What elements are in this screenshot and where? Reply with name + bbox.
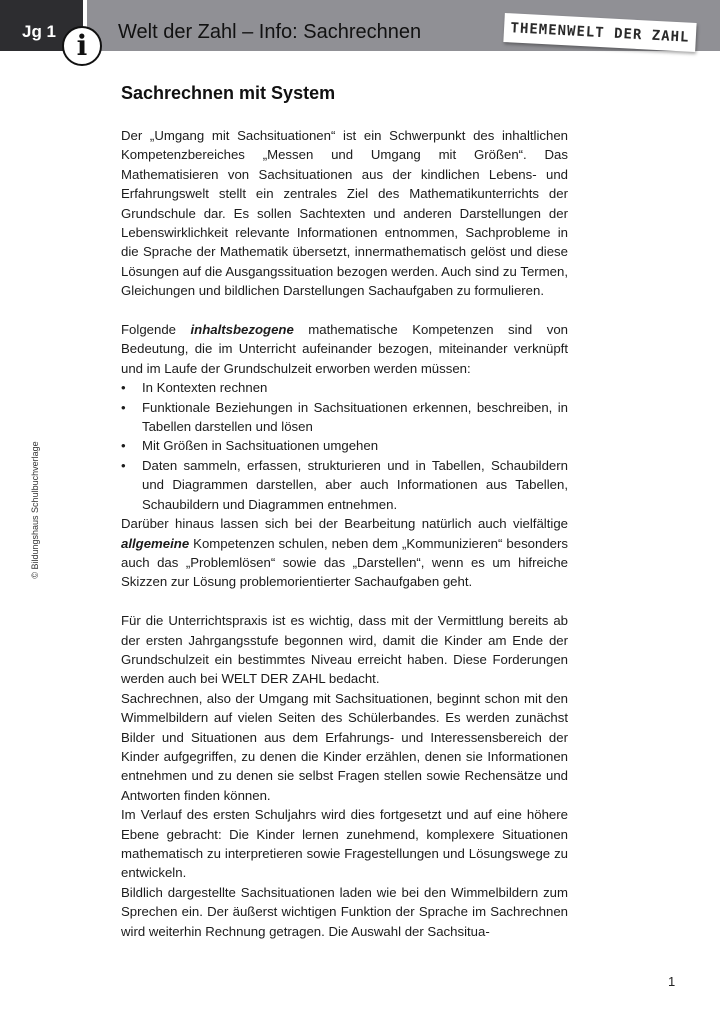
themenwelt-badge: [503, 13, 696, 52]
paragraph-wimmelbilder: Sachrechnen, also der Umgang mit Sachsituationen, beginnt schon mit den Wimmelbildern auf vielen Seiten des Schülerbandes. Es werden zunächst Bilder und Situationen aus dem Erfahrungs- und Interessensbereich der Kinder aufgegriffen, zu denen die Kinder erzählen, denen sie Informationen entnehmen und zu denen sie selbst Fragen stellen sowie Rechensätze und Antworten finden können.: [121, 690, 568, 803]
paragraph-practice: Für die Unterrichtspraxis ist es wichtig, dass mit der Vermittlung bereits ab der ersten Jahrgangsstufe begonnen wird, damit die Kinder am Ende der Grundschulzeit ein bestimmtes Niveau erreicht haben. Diese Forderungen werden auch bei WELT DER ZAHL bedacht.: [121, 613, 568, 687]
list-item: • Mit Größen in Sachsituationen umgehen: [121, 436, 568, 455]
paragraph-intro: Der „Umgang mit Sachsituationen“ ist ein Schwerpunkt des inhaltlichen Kompetenzbereiches „Messen und Umgang mit Größen“. Das Mathematisieren von Sachsituationen aus der kindlichen Lebens- und Erfahrungswelt stellt ein zentrales Ziel des Mathematikunterrichts der Grundschule dar. Es sollen Sachtexten und anderen Darstellungen der Lebenswirklichkeit relevante Informationen entnommen, Sachprobleme in die Sprache der Mathematik übersetzt, innermathematisch gelöst und diese Lösungen auf die Ausgangssituation bezogen werden. Auch sind zu Termen, Gleichungen und bildlichen Darstellungen Sachaufgaben zu formulieren.: [121, 128, 568, 299]
info-icon: i: [62, 26, 102, 66]
header-title: Welt der Zahl – Info: Sachrechnen: [118, 21, 422, 43]
paragraph-content-competencies: Folgende inhaltsbezogene mathematische Kompetenzen sind von Bedeutung, die im Unterricht aufeinander bezogen, miteinander verknüpft und im Laufe der Grundschulzeit erworben werden müssen:: [121, 322, 568, 376]
list-item: • Funktionale Beziehungen in Sachsituationen erkennen, beschreiben, in Tabellen darstellen und lösen: [121, 398, 568, 437]
page-number: 1: [668, 974, 676, 989]
page-title: Sachrechnen mit System: [121, 83, 336, 103]
copyright-notice: © Bildungshaus Schulbuchverlage: [30, 441, 40, 579]
list-item: • Daten sammeln, erfassen, strukturieren und in Tabellen, Schaubildern und Diagrammen darstellen, aber auch Informationen aus Tabellen, Schaubildern und Diagrammen entnehmen.: [121, 456, 568, 514]
badge-label: THEMENWELT DER ZAHL: [510, 19, 690, 46]
competency-list: [121, 378, 568, 514]
emphasis-inhaltsbezogene: inhaltsbezogene: [190, 322, 294, 338]
emphasis-allgemeine: allgemeine: [121, 535, 190, 551]
header-bar: [0, 0, 720, 51]
grade-label: Jg 1: [22, 22, 57, 41]
paragraph-first-year: Im Verlauf des ersten Schuljahrs wird dies fortgesetzt und auf eine höhere Ebene gebracht: Die Kinder lernen zunehmend, komplexere Situationen mathematisch zu interpretieren sowie Fragestellungen und Lösungswege zu entwickeln.: [121, 807, 568, 881]
body-text: [121, 126, 568, 941]
paragraph-general-competencies: Darüber hinaus lassen sich bei der Bearbeitung natürlich auch vielfältige allgemeine Kompetenzen schulen, neben dem „Kommunizieren“ besonders auch das „Problemlösen“ sowie das „Darstellen“, wenn es um hifreiche Skizzen zur Lösung problemorientierter Sachaufgaben geht.: [121, 516, 568, 590]
paragraph-pictorial: Bildlich dargestellte Sachsituationen laden wie bei den Wimmelbildern zum Sprechen ein. Der äußerst wichtigen Funktion der Sprache im Sachrechnen wird weiterhin Rechnung getragen. Die Auswahl der Sachsitua-: [121, 884, 568, 939]
list-item: • In Kontexten rechnen: [121, 378, 568, 397]
